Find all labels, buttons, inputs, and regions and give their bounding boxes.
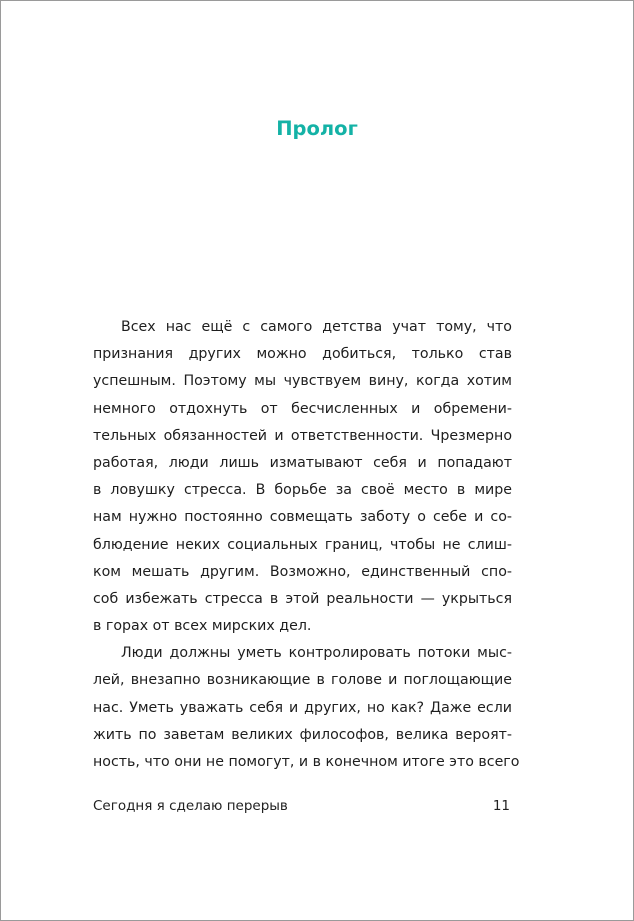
text-line: ность, что они не помогут, и в конечном итоге это всего (93, 754, 520, 770)
text-line: немного отдохнуть от бесчисленных и обремени- (93, 400, 512, 417)
text-line: жить по заветам великих философов, велика вероят- (93, 726, 512, 743)
text-line: блюдение неких социальных границ, чтобы не слиш- (93, 536, 512, 553)
text-line: тельных обязанностей и ответственности. Чрезмерно (93, 427, 512, 444)
chapter-body (93, 314, 520, 776)
text-line: Люди должны уметь контролировать потоки мыс- (121, 645, 512, 662)
text-line: в горах от всех мирских дел. (93, 618, 312, 635)
text-line: соб избежать стресса в этой реальности — укрыться (93, 590, 512, 607)
text-line: работая, люди лишь изматывают себя и попадают (93, 454, 512, 471)
text-line: лей, внезапно возникающие в голове и поглощающие (93, 672, 512, 689)
page-number: 11 (492, 798, 510, 814)
text-line: в ловушку стресса. В борьбе за своё место в мире (93, 482, 512, 499)
chapter-title: Пролог (276, 117, 358, 140)
text-line: успешным. Поэтому мы чувствуем вину, когда хотим (93, 373, 512, 390)
text-line: нам нужно постоянно совмещать заботу о себе и со- (93, 509, 512, 526)
text-line: нас. Уметь уважать себя и других, но как? Даже если (93, 699, 512, 716)
running-footer-title: Сегодня я сделаю перерыв (93, 798, 288, 814)
text-line: Всех нас ещё с самого детства учат тому, что (121, 319, 512, 335)
text-line: ком мешать другим. Возможно, единственный спо- (93, 563, 512, 580)
text-line: признания других можно добиться, только став (93, 346, 512, 363)
